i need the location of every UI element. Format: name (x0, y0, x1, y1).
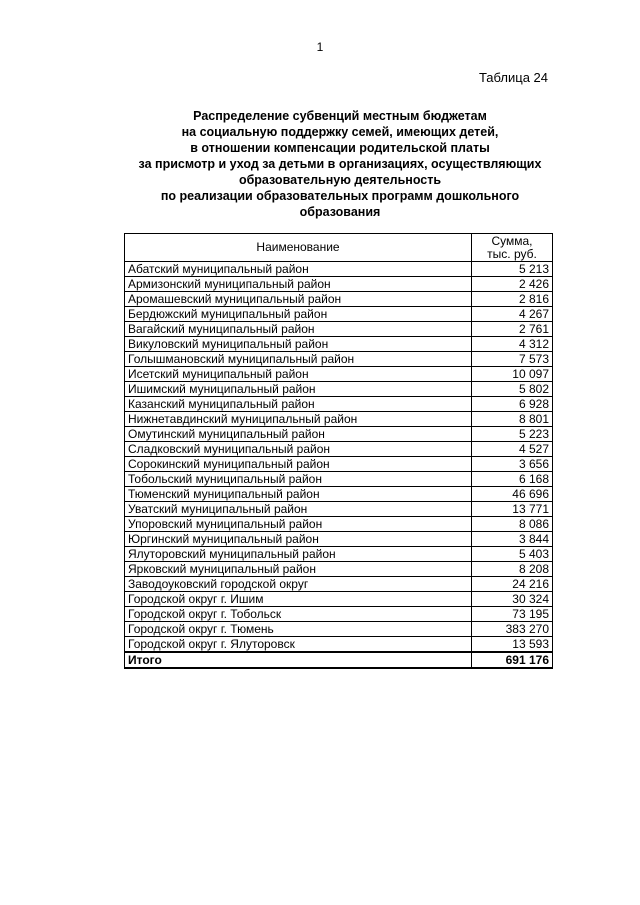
sum-header-line1: Сумма, (491, 233, 533, 248)
row-name: Ялуторовский муниципальный район (125, 547, 472, 562)
table-row (125, 517, 553, 532)
table-header-row (125, 234, 553, 262)
table-row (125, 427, 553, 442)
row-sum: 46 696 (472, 487, 553, 502)
document-title (110, 108, 570, 220)
row-sum: 2 816 (472, 292, 553, 307)
column-header-sum (472, 234, 553, 262)
row-name: Упоровский муниципальный район (125, 517, 472, 532)
row-sum: 4 267 (472, 307, 553, 322)
row-sum: 6 928 (472, 397, 553, 412)
row-name: Ишимский муниципальный район (125, 382, 472, 397)
row-name: Городской округ г. Ялуторовск (125, 637, 472, 653)
row-name: Сорокинский муниципальный район (125, 457, 472, 472)
column-header-name: Наименование (125, 234, 472, 262)
row-sum: 3 844 (472, 532, 553, 547)
table-row (125, 322, 553, 337)
row-name: Аромашевский муниципальный район (125, 292, 472, 307)
total-sum: 691 176 (472, 652, 553, 668)
row-name: Городской округ г. Ишим (125, 592, 472, 607)
table-row (125, 382, 553, 397)
row-name: Сладковский муниципальный район (125, 442, 472, 457)
row-name: Омутинский муниципальный район (125, 427, 472, 442)
row-sum: 8 086 (472, 517, 553, 532)
row-sum: 2 761 (472, 322, 553, 337)
row-sum: 10 097 (472, 367, 553, 382)
row-name: Бердюжский муниципальный район (125, 307, 472, 322)
row-sum: 73 195 (472, 607, 553, 622)
title-line: по реализации образовательных программ дошкольного (160, 189, 520, 203)
table-row (125, 607, 553, 622)
row-name: Вагайский муниципальный район (125, 322, 472, 337)
row-sum: 6 168 (472, 472, 553, 487)
row-sum: 2 426 (472, 277, 553, 292)
row-name: Ярковский муниципальный район (125, 562, 472, 577)
row-sum: 13 771 (472, 502, 553, 517)
row-sum: 4 527 (472, 442, 553, 457)
row-name: Викуловский муниципальный район (125, 337, 472, 352)
row-name: Исетский муниципальный район (125, 367, 472, 382)
table-row (125, 472, 553, 487)
table-row (125, 577, 553, 592)
row-name: Тобольский муниципальный район (125, 472, 472, 487)
row-sum: 3 656 (472, 457, 553, 472)
title-line: в отношении компенсации родительской платы (190, 141, 490, 155)
table-body (125, 262, 553, 653)
page-number: 1 (316, 40, 324, 54)
row-name: Нижнетавдинский муниципальный район (125, 412, 472, 427)
table-row (125, 307, 553, 322)
row-name: Казанский муниципальный район (125, 397, 472, 412)
title-line: на социальную поддержку семей, имеющих детей, (181, 125, 499, 139)
row-sum: 8 208 (472, 562, 553, 577)
row-sum: 5 223 (472, 427, 553, 442)
table-row (125, 562, 553, 577)
table-row (125, 487, 553, 502)
table-row (125, 262, 553, 277)
row-sum: 13 593 (472, 637, 553, 653)
row-sum: 383 270 (472, 622, 553, 637)
table-row (125, 442, 553, 457)
title-line: образовательную деятельность (238, 173, 442, 187)
row-name: Тюменский муниципальный район (125, 487, 472, 502)
row-sum: 5 802 (472, 382, 553, 397)
table-total-row (125, 652, 553, 668)
table-label: Таблица 24 (478, 70, 548, 85)
row-name: Абатский муниципальный район (125, 262, 472, 277)
table-row (125, 337, 553, 352)
row-sum: 24 216 (472, 577, 553, 592)
table-row (125, 502, 553, 517)
row-name: Армизонский муниципальный район (125, 277, 472, 292)
table-row (125, 457, 553, 472)
row-name: Голышмановский муниципальный район (125, 352, 472, 367)
table-row (125, 397, 553, 412)
row-sum: 4 312 (472, 337, 553, 352)
title-line: Распределение субвенций местным бюджетам (193, 109, 487, 123)
row-name: Юргинский муниципальный район (125, 532, 472, 547)
row-sum: 8 801 (472, 412, 553, 427)
sum-header-line2: тыс. руб. (487, 246, 537, 261)
table-row (125, 547, 553, 562)
title-line: за присмотр и уход за детьми в организациях, осуществляющих (138, 157, 542, 171)
row-sum: 30 324 (472, 592, 553, 607)
table-row (125, 532, 553, 547)
row-name: Уватский муниципальный район (125, 502, 472, 517)
subsidy-table (124, 233, 553, 669)
row-name: Городской округ г. Тобольск (125, 607, 472, 622)
row-sum: 5 403 (472, 547, 553, 562)
row-sum: 7 573 (472, 352, 553, 367)
row-sum: 5 213 (472, 262, 553, 277)
table-row (125, 367, 553, 382)
total-label: Итого (125, 652, 472, 668)
row-name: Городской округ г. Тюмень (125, 622, 472, 637)
table-row (125, 637, 553, 653)
table-row (125, 412, 553, 427)
title-line: образования (299, 205, 381, 219)
table-row (125, 277, 553, 292)
table-row (125, 292, 553, 307)
table-row (125, 592, 553, 607)
table-row (125, 352, 553, 367)
table-row (125, 622, 553, 637)
row-name: Заводоуковский городской округ (125, 577, 472, 592)
